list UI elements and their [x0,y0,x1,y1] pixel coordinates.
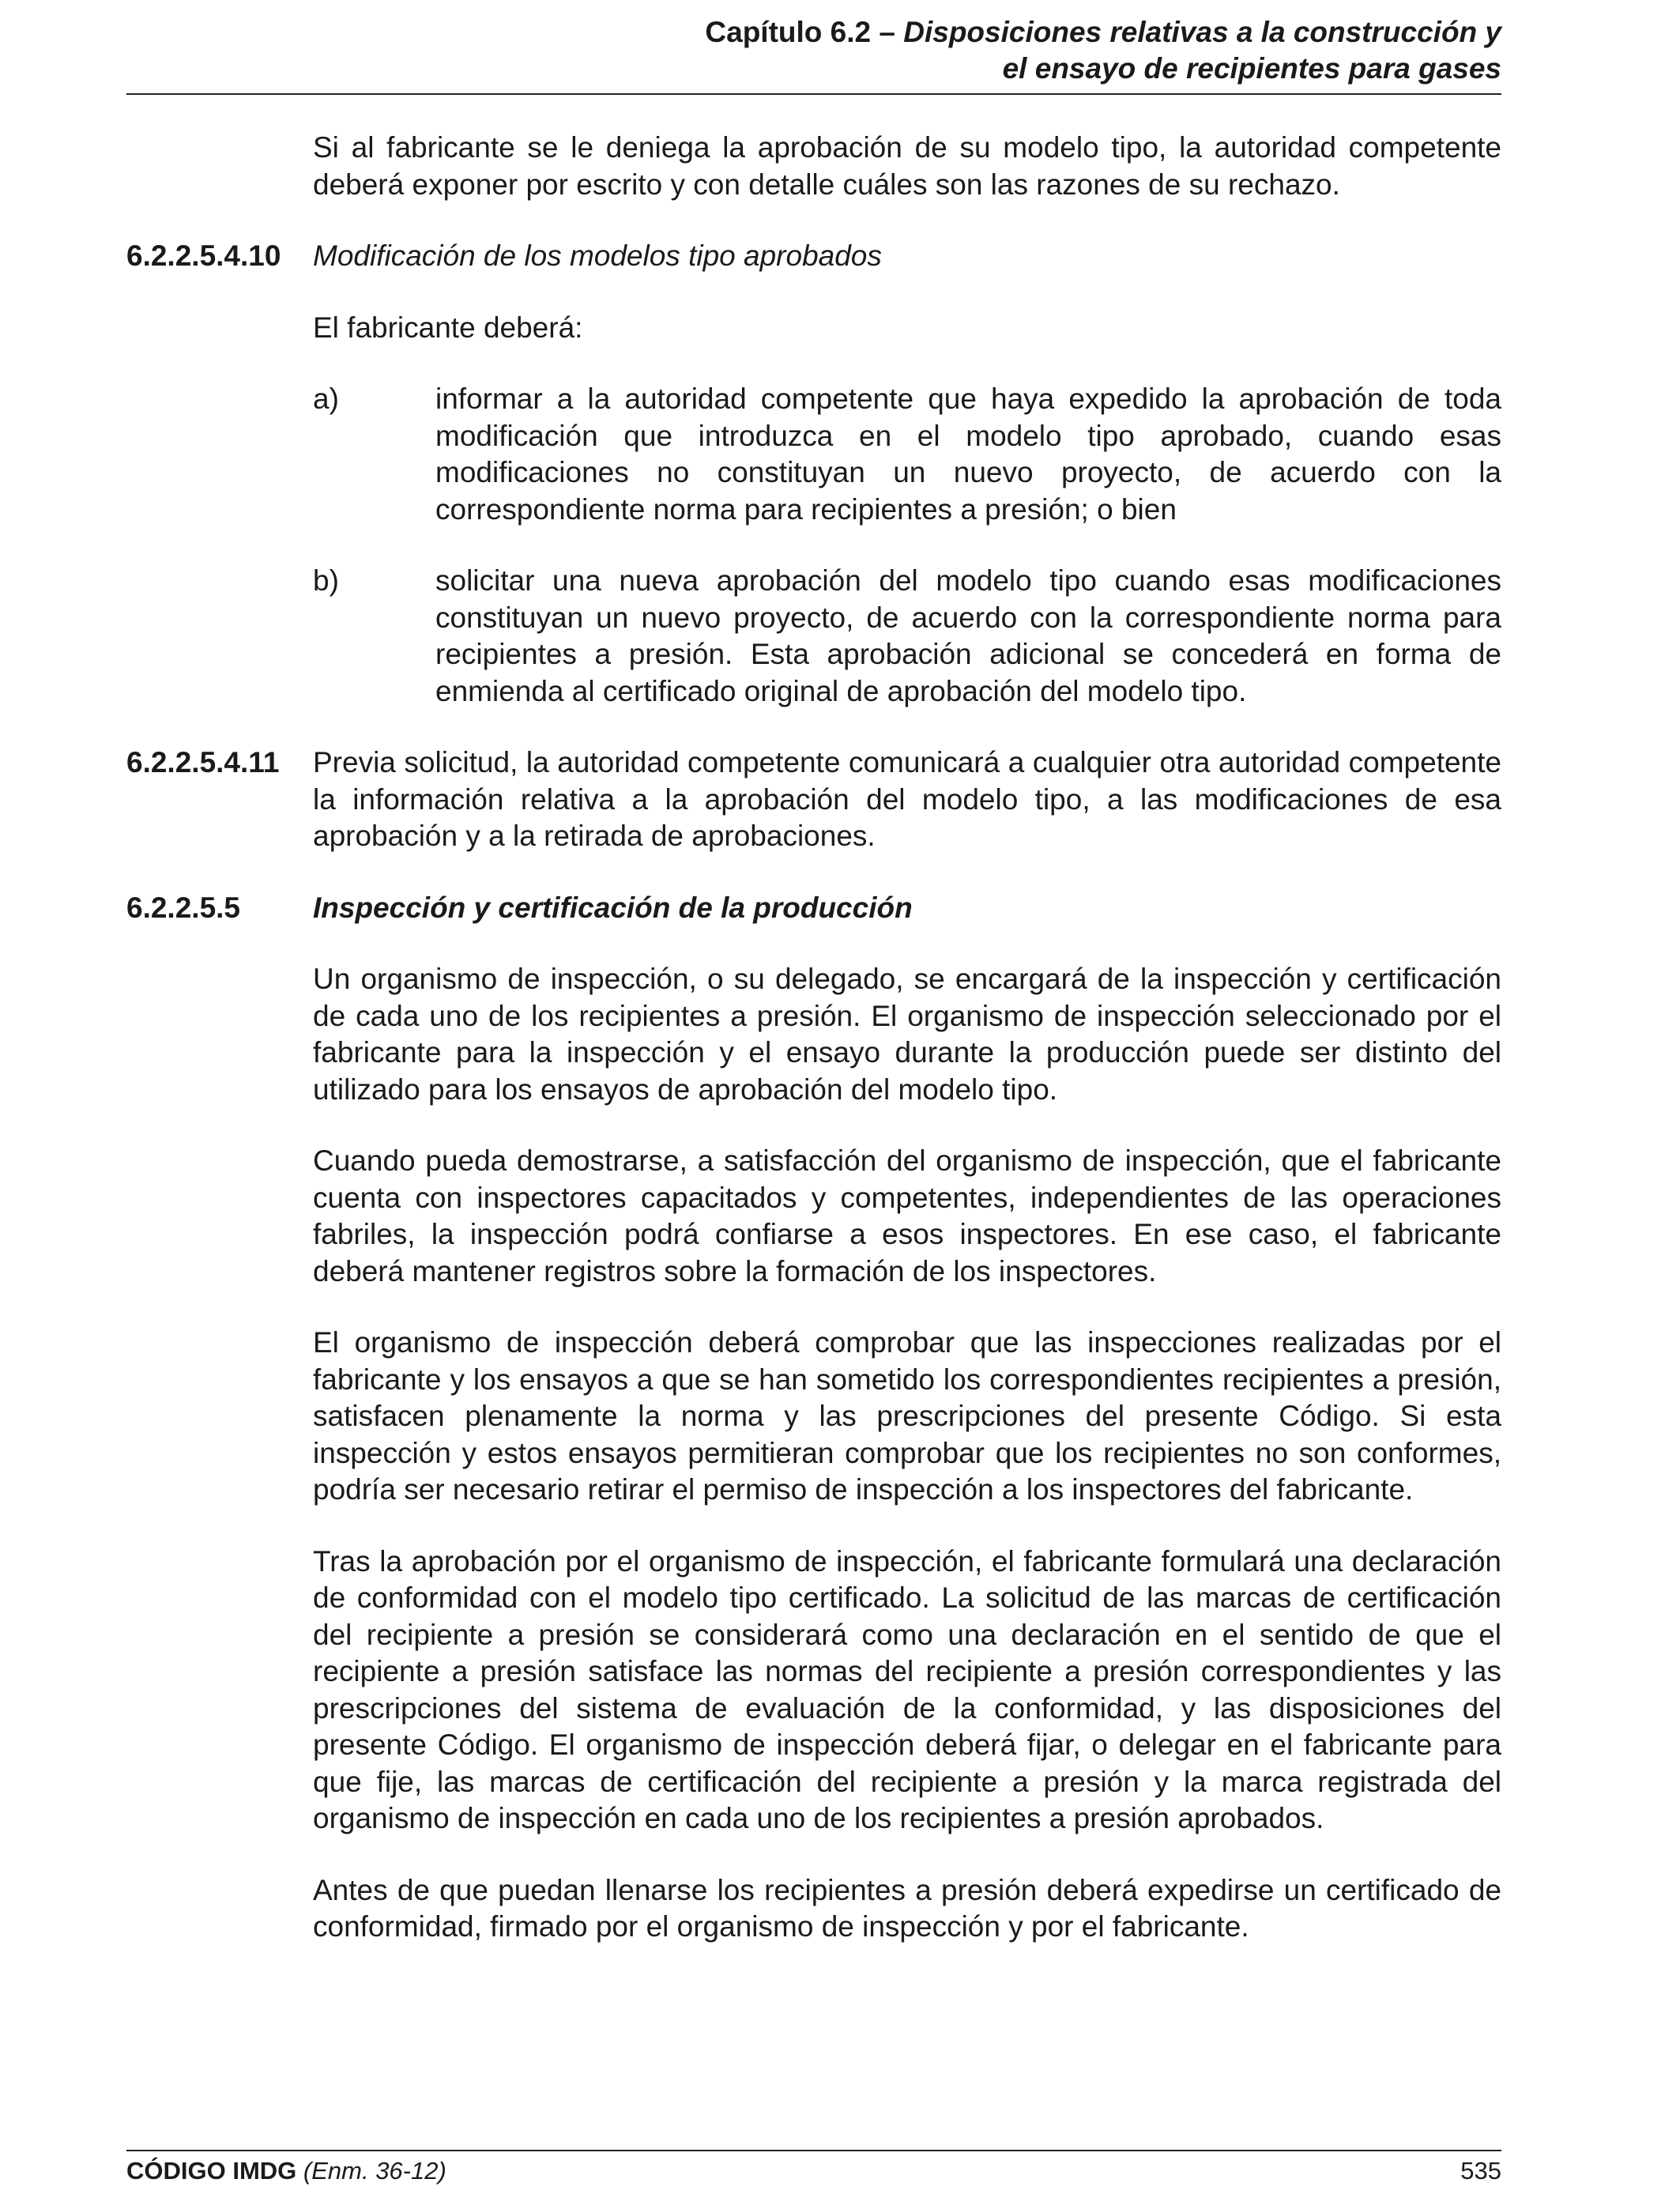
paragraph: Antes de que puedan llenarse los recipientes a presión deberá expedirse un certificado de conformidad, firmado por el organismo de inspección y por el fabricante. [313,1873,1501,1943]
footer-code-label [126,2155,446,2187]
paragraph: Un organismo de inspección, o su delegado, se encargará de la inspección y certificación de cada uno de los recipientes a presión. El organismo de inspección seleccionado por el fabricante para la inspección y el ensayo durante la producción puede ser distinto del utilizado para los ensayos de aprobación del modelo tipo. [313,963,1501,1106]
header-divider [126,93,1501,95]
footer-code-name: CÓDIGO IMDG [126,2157,297,2185]
paragraph: El organismo de inspección deberá comprobar que las inspecciones realizadas por el fabricante y los ensayos a que se han sometido los correspondientes recipientes a presión, satisfacen plenamente la norma y las prescripciones del presente Código. Si esta inspección y estos ensayos permitieran comprobar que los recipientes no son conformes, podría ser necesario retirar el permiso de inspección a los inspectores del fabricante. [313,1326,1501,1506]
paragraph: Tras la aprobación por el organismo de inspección, el fabricante formulará una declaración de conformidad con el modelo tipo certificado. La solicitud de las marcas de certificación del recipiente a presión se considerará como una declaración en el sentido de que el recipiente a presión satisface las normas del recipiente a presión correspondientes y las prescripciones del sistema de evaluación de la conformidad, y las disposiciones del presente Código. El organismo de inspección deberá fijar, o delegar en el fabricante para que fije, las marcas de certificación del recipiente a presión y la marca registrada del organismo de inspección en cada uno de los recipientes a presión aprobados. [313,1544,1501,1834]
list-item [313,381,1501,528]
header-line-1 [126,14,1501,51]
list-item-text: informar a la autoridad competente que haya expedido la aprobación de toda modificación que introduzca en el modelo tipo aprobado, cuando esas modificaciones no constituyan un nuevo proyecto, de acuerdo con la correspondiente norma para recipientes a presión; o bien [435,383,1501,526]
running-footer [126,2155,1501,2187]
intro-paragraph: Si al fabricante se le deniega la aprobación de su modelo tipo, la autoridad competente deberá exponer por escrito y con detalle cuáles son las razones de su rechazo. [313,131,1501,201]
running-header [126,14,1501,87]
section-text: Previa solicitud, la autoridad competente comunicará a cualquier otra autoridad competente la información relativa a la aprobación del modelo tipo, a las modificaciones de esa aprobación y a la retirada de aprobaciones. [313,746,1501,852]
footer-divider [126,2150,1501,2151]
section-lead: El fabricante deberá: [313,311,583,344]
page-body [126,130,1501,1981]
list-item [313,563,1501,710]
section-number: 6.2.2.5.4.10 [126,239,281,272]
header-chapter-label: Capítulo 6.2 – [705,16,904,48]
section-title: Inspección y certificación de la producción [313,891,913,924]
header-chapter-title-part-1: Disposiciones relativas a la construcción y [903,16,1501,48]
list-item-label: b) [313,564,339,597]
footer-amendment: (Enm. 36-12) [303,2157,446,2185]
section-6-2-2-5-4-11 [126,745,1501,855]
header-chapter-title-part-2: el ensayo de recipientes para gases [1002,52,1501,85]
list-item-label: a) [313,383,339,415]
section-6-2-2-5-4-10-heading [126,238,1501,275]
section-title: Modificación de los modelos tipo aprobados [313,239,882,272]
page-number: 535 [1460,2157,1501,2185]
paragraph: Cuando pueda demostrarse, a satisfacción del organismo de inspección, que el fabricante cuenta con inspectores capacitados y competentes, independientes de las operaciones fabriles, la inspección podrá confiarse a esos inspectores. En ese caso, el fabricante deberá mantener registros sobre la formación de los inspectores. [313,1144,1501,1287]
section-number: 6.2.2.5.4.11 [126,746,280,778]
list-item-text: solicitar una nueva aprobación del modelo tipo cuando esas modificaciones constituyan un nuevo proyecto, de acuerdo con la correspondiente norma para recipientes a presión. Esta aprobación adicional se concederá en forma de enmienda al certificado original de aprobación del modelo tipo. [435,564,1501,707]
section-6-2-2-5-5-heading [126,890,1501,927]
section-number: 6.2.2.5.5 [126,891,241,924]
